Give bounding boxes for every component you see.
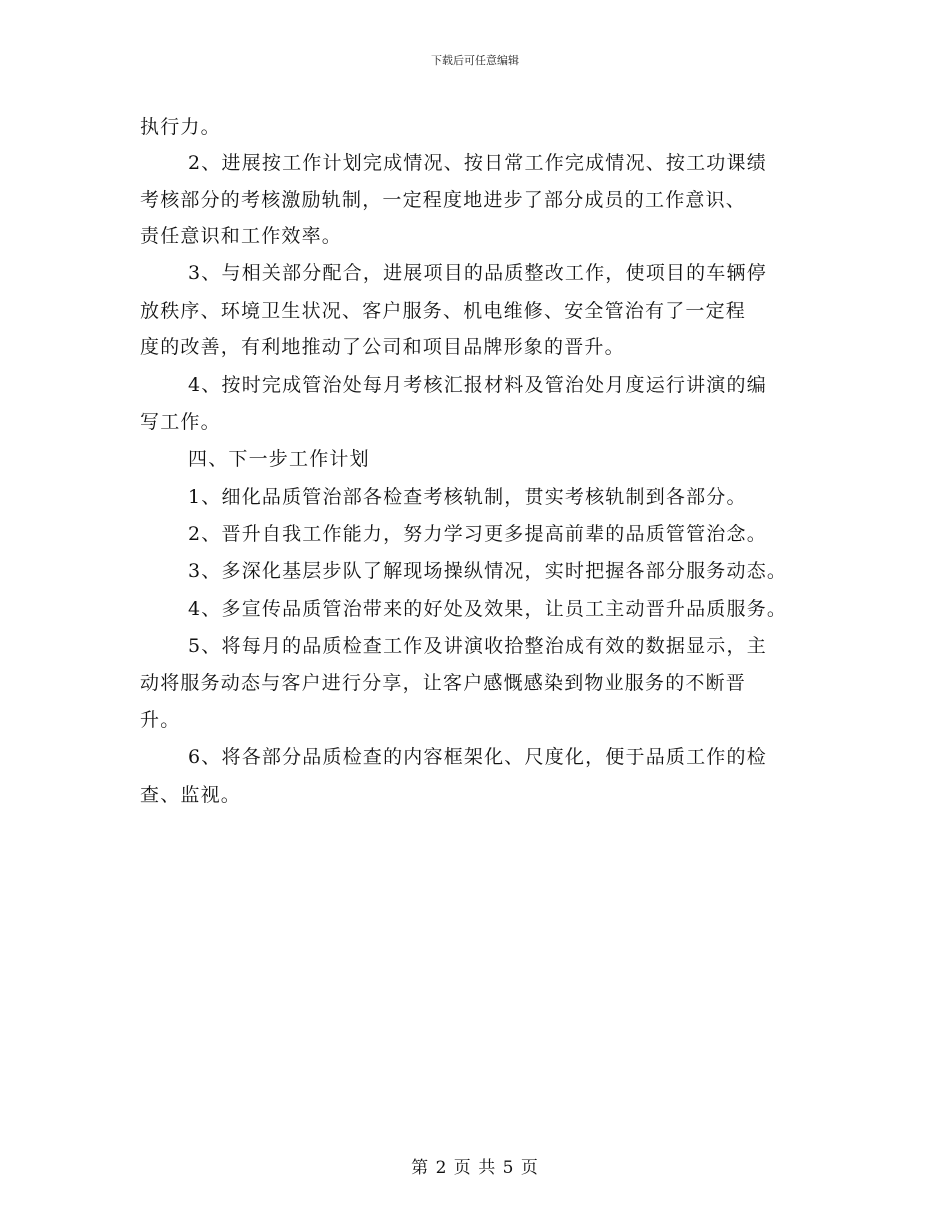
paragraph-line: 4、多宣传品质管治带来的好处及效果，让员工主动晋升品质服务。 <box>188 598 788 620</box>
paragraph-line: 动将服务动态与客户进行分享，让客户感慨感染到物业服务的不断晋 <box>140 672 747 694</box>
paragraph-line: 升。 <box>140 709 181 731</box>
paragraph-line: 6、将各部分品质检查的内容框架化、尺度化，便于品质工作的检 <box>188 746 767 768</box>
paragraph-line: 2、晋升自我工作能力，努力学习更多提高前辈的品质管管治念。 <box>188 523 767 545</box>
paragraph-line: 1、细化品质管治部各检查考核轨制，贯实考核轨制到各部分。 <box>188 486 747 508</box>
paragraph-line: 4、按时完成管治处每月考核汇报材料及管治处月度运行讲演的编 <box>188 374 767 396</box>
paragraph-line: 执行力。 <box>140 116 221 138</box>
paragraph-line: 2、进展按工作计划完成情况、按日常工作完成情况、按工功课绩 <box>188 152 767 174</box>
page-number-footer: 第 2 页 共 5 页 <box>411 1158 539 1178</box>
paragraph-line: 查、监视。 <box>140 784 242 806</box>
paragraph-line: 度的改善，有利地推动了公司和项目品牌形象的晋升。 <box>140 336 625 358</box>
paragraph-line: 责任意识和工作效率。 <box>140 225 343 247</box>
paragraph-line: 3、与相关部分配合，进展项目的品质整改工作，使项目的车辆停 <box>188 262 767 284</box>
paragraph-line: 考核部分的考核激励轨制，一定程度地进步了部分成员的工作意识、 <box>140 189 747 211</box>
paragraph-line: 写工作。 <box>140 411 221 433</box>
paragraph-line: 3、多深化基层步队了解现场操纵情况，实时把握各部分服务动态。 <box>188 560 788 582</box>
paragraph-line: 放秩序、环境卫生状况、客户服务、机电维修、安全管治有了一定程 <box>140 300 747 322</box>
paragraph-line: 5、将每月的品质检查工作及讲演收拾整治成有效的数据显示，主 <box>188 635 767 657</box>
section-heading: 四、下一步工作计划 <box>188 448 370 470</box>
page-header: 下载后可任意编辑 <box>431 54 519 67</box>
